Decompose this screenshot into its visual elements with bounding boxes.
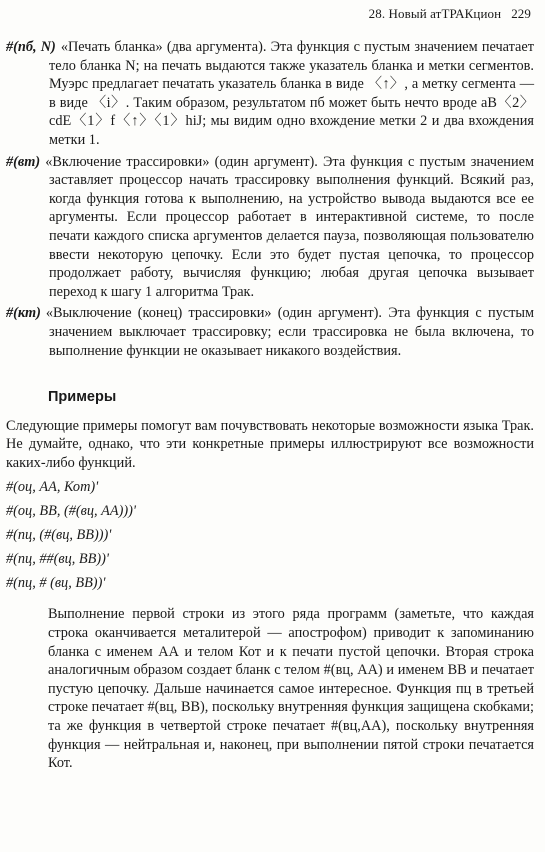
entry-trace-on [6, 153, 534, 302]
entry-description: «Включение трассировки» (один аргумент). Эта функция с пустым значением заставляет процессор начать трассировку выполнения функций. Всякий раз, когда функция готова к выполнению, на устройство вывода выдаются все ее аргументы. Если процессор работает в интерактивной системе, то после печати каждого списка аргументов делается пауза, позволяющая пользователю ввести некоторую цепочку. Если это будет пустая цепочка, то процессор продолжает работу, вычисляя функцию; любая другая цепочка вызывает переход к шагу 1 алгоритма Трак. [45, 153, 534, 300]
code-line: #(оц, АА, Кот)' [6, 479, 99, 496]
code-line: #(пц, (#(вц, ВВ)))' [6, 527, 112, 544]
code-examples [6, 476, 534, 595]
intro-paragraph: Следующие примеры помогут вам почувствовать некоторые возможности языка Трак. Не думайте, однако, что эти конкретные примеры иллюстрируют все возможности каких-либо функций. [6, 417, 534, 471]
code-line: #(пц, ##(вц, ВВ))' [6, 550, 109, 567]
section-heading: Примеры [48, 389, 117, 406]
entry-trace-off [6, 304, 534, 360]
entry-description: «Печать бланка» (два аргумента). Эта функция с пустым значением печатает тело бланка N; на печать выдаются также указатель бланка и метки сегментов. Муэрс предлагает печатать указатель бланка в виде 〈↑〉, а метку сегмента — в виде 〈i〉. Таким образом, результатом пб может быть нечто вроде aB〈2〉cdE〈1〉f〈↑〉〈1〉hiJ; мы видим одно вхождение метки 2 и два вхождения метки 1. [49, 39, 534, 148]
page-body [6, 38, 534, 773]
entry-print-form [6, 38, 534, 150]
entry-description: «Выключение (конец) трассировки» (один аргумент). Эта функция с пустым значением выключает трассировку; если трассировка не была включена, то выполнение функции не оказывает никакого воздействия. [45, 305, 534, 359]
running-title: 28. Новый атТРАКцион [368, 6, 502, 21]
entry-term: #(вт) [6, 153, 41, 170]
entry-term: #(пб, N) [6, 39, 56, 55]
page-number: 229 [511, 6, 531, 21]
page-header [369, 6, 531, 22]
entry-term: #(кт) [6, 305, 41, 322]
code-line: #(пц, # (вц, ВВ))' [6, 574, 106, 591]
explanation-paragraph: Выполнение первой строки из этого ряда программ (заметьте, что каждая строка оканчивается металитерой — апострофом) приводит к запоминанию бланка с именем АА и телом Кот и к печати пустой цепочки. Вторая строка аналогичным образом создает бланк с телом #(вц, АА) и именем ВВ и печатает пустую цепочку. Дальше начинается самое интересное. Функция пц в третьей строке печатает #(вц, ВВ), поскольку внутренняя функция защищена скобками; та же функция в четвертой строке печатает #(вц,АА), поскольку внутренняя функция — нейтральная и, наконец, при выполнении пятой строки печатается Кот. [48, 606, 534, 772]
code-line: #(оц, ВВ, (#(вц, АА)))' [6, 503, 136, 520]
